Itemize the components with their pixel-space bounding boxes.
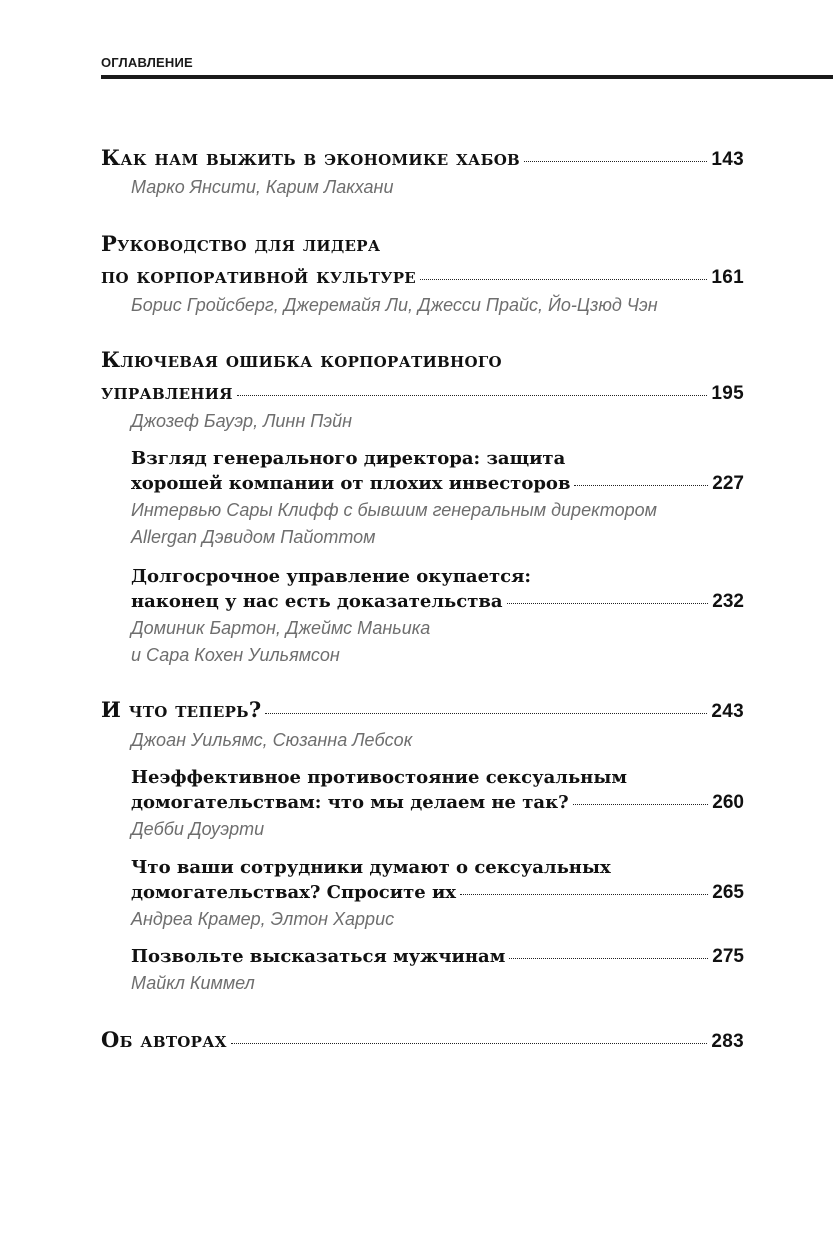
toc-entry-title[interactable] bbox=[101, 145, 744, 171]
toc-title-line[interactable]: Неэффективное противостояние сексуальным bbox=[131, 767, 628, 788]
toc-title-line: Об авторах bbox=[101, 1027, 227, 1052]
toc-entry-title[interactable] bbox=[101, 263, 744, 289]
toc-title-line: домогательствам: что мы делаем не так? bbox=[131, 792, 569, 813]
toc-authors: Джоан Уильямс, Сюзанна Лебсок bbox=[131, 730, 413, 750]
page-number: 227 bbox=[712, 473, 744, 494]
toc-title-line: Как нам выжить в экономике хабов bbox=[101, 145, 521, 170]
toc-entry-title[interactable] bbox=[131, 946, 744, 968]
toc-title-line[interactable]: Взгляд генерального директора: защита bbox=[131, 448, 566, 469]
toc-authors: Андреа Крамер, Элтон Харрис bbox=[131, 909, 395, 929]
toc-title-line[interactable]: Ключевая ошибка корпоративного bbox=[101, 347, 502, 372]
toc-title-line: Позвольте высказаться мужчинам bbox=[131, 946, 506, 967]
page-number: 265 bbox=[712, 882, 744, 903]
page-number: 143 bbox=[711, 149, 744, 170]
leader-dots bbox=[573, 804, 709, 805]
toc-title-line[interactable]: Долгосрочное управление окупается: bbox=[131, 566, 532, 587]
toc-title-line[interactable]: Что ваши сотрудники думают о сексуальных bbox=[131, 857, 611, 878]
page-number: 260 bbox=[712, 792, 744, 813]
toc-title-line: И что теперь? bbox=[101, 697, 262, 722]
toc-entry-title[interactable] bbox=[131, 882, 744, 904]
toc-authors: и Сара Кохен Уильямсон bbox=[131, 645, 340, 665]
toc-authors: Майкл Киммел bbox=[131, 973, 255, 993]
toc-authors: Дебби Доуэрти bbox=[131, 819, 265, 839]
toc-authors: Доминик Бартон, Джеймс Маньика bbox=[131, 618, 431, 638]
leader-dots bbox=[237, 395, 708, 396]
leader-dots bbox=[509, 958, 708, 959]
leader-dots bbox=[460, 894, 708, 895]
leader-dots bbox=[507, 603, 709, 604]
toc-entry-title[interactable] bbox=[101, 379, 744, 405]
page-number: 243 bbox=[711, 701, 744, 722]
toc-entry-title[interactable] bbox=[101, 1027, 744, 1053]
toc-entry-title[interactable] bbox=[131, 473, 744, 495]
toc-entry-title[interactable] bbox=[101, 697, 744, 723]
toc-title-line: наконец у нас есть доказательства bbox=[131, 591, 503, 612]
page-number: 195 bbox=[711, 383, 744, 404]
toc-entry-title[interactable] bbox=[131, 591, 744, 613]
toc-title-line: управления bbox=[101, 379, 233, 404]
page-number: 283 bbox=[711, 1031, 744, 1052]
toc-title-line: хорошей компании от плохих инвесторов bbox=[131, 473, 571, 494]
page-number: 275 bbox=[712, 946, 744, 967]
toc-authors: Джозеф Бауэр, Линн Пэйн bbox=[131, 411, 353, 431]
leader-dots bbox=[524, 161, 707, 162]
toc-title-line: по корпоративной культуре bbox=[101, 263, 417, 288]
page-number: 161 bbox=[711, 267, 744, 288]
leader-dots bbox=[574, 485, 708, 486]
leader-dots bbox=[265, 713, 707, 714]
toc-authors: Марко Янсити, Карим Лакхани bbox=[131, 177, 394, 197]
toc-authors: Allergan Дэвидом Пайоттом bbox=[131, 527, 376, 547]
toc-title-line: домогательствах? Спросите их bbox=[131, 882, 457, 903]
leader-dots bbox=[231, 1043, 708, 1044]
leader-dots bbox=[420, 279, 707, 280]
toc-authors: Борис Гройсберг, Джеремайя Ли, Джесси Прайс, Йо-Цзюд Чэн bbox=[131, 295, 658, 315]
toc-authors: Интервью Сары Клифф с бывшим генеральным директором bbox=[131, 500, 657, 520]
toc-entry-title[interactable] bbox=[131, 792, 744, 814]
toc-title-line[interactable]: Руководство для лидера bbox=[101, 231, 381, 256]
page-number: 232 bbox=[712, 591, 744, 612]
section-header: ОГЛАВЛЕНИЕ bbox=[101, 55, 193, 70]
